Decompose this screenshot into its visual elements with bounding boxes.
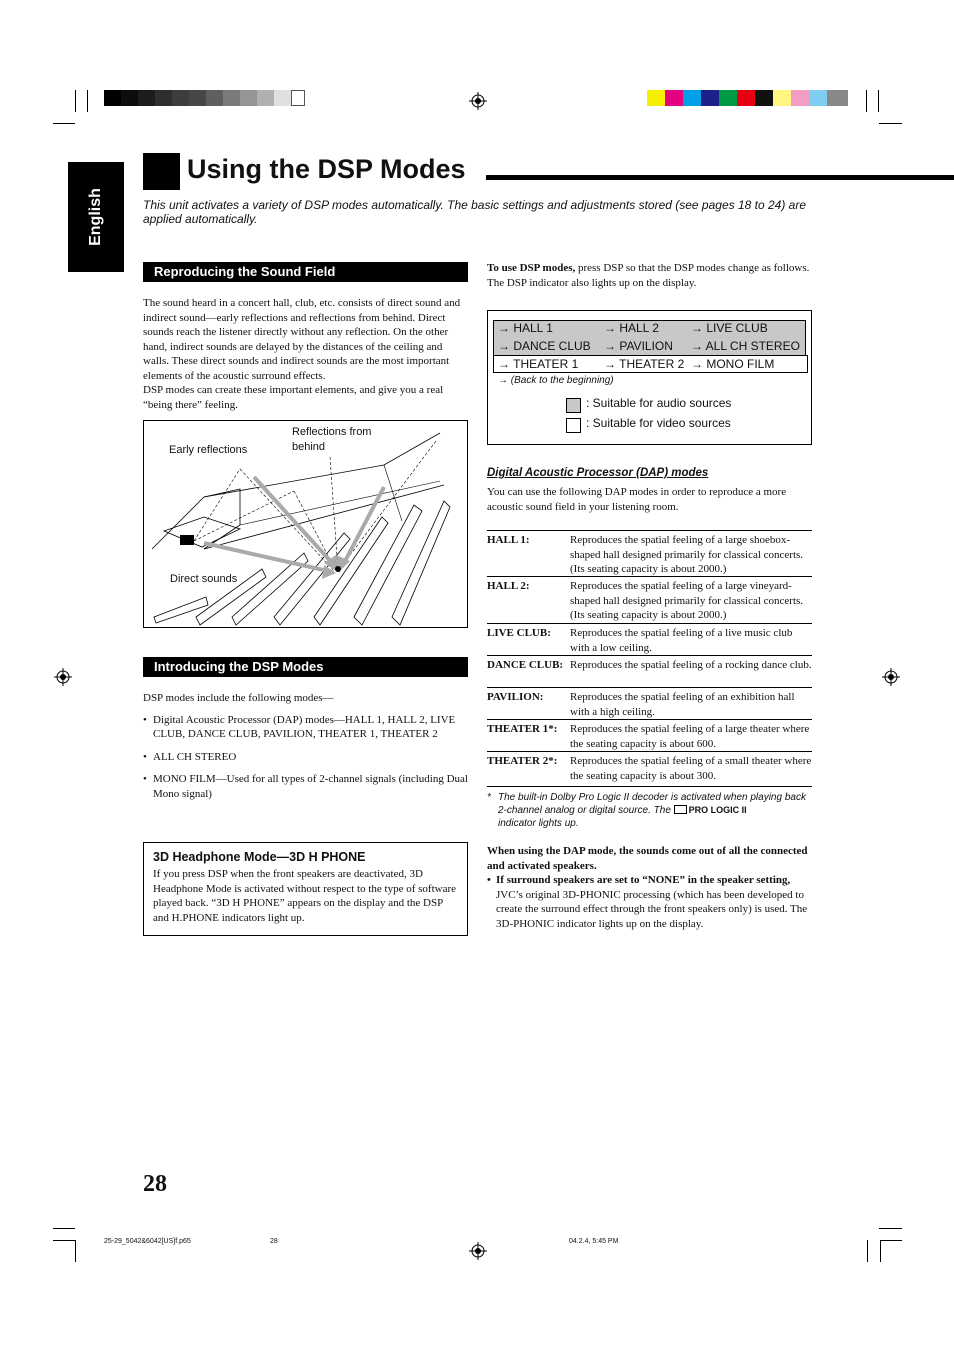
mode-all-ch-stereo: → ALL CH STEREO xyxy=(691,339,800,353)
mode-row-2 xyxy=(493,337,807,355)
3d-headphone-box xyxy=(143,842,468,936)
back-arrow-icon: → xyxy=(498,375,508,386)
sound-field-text xyxy=(143,296,468,412)
dap-mode-desc: Reproduces the spatial feeling of a small theater where the seating capacity is about 300. xyxy=(570,755,812,782)
section-heading-dsp-modes: Introducing the DSP Modes xyxy=(143,657,468,677)
list-item: • Digital Acoustic Processor (DAP) modes—HALL 1, HALL 2, LIVE CLUB, DANCE CLUB, PAVILION, THEATER 1, THEATER 2 xyxy=(143,713,468,742)
back-note xyxy=(498,375,614,386)
swatch xyxy=(121,90,138,106)
swatch xyxy=(791,90,809,106)
dap-mode-desc: Reproduces the spatial feeling of a large theater where the seating capacity is about 600. xyxy=(570,723,810,750)
page-number: 28 xyxy=(143,1171,167,1197)
swatch xyxy=(138,90,155,106)
video-legend-swatch xyxy=(566,418,581,433)
footer-page: 28 xyxy=(270,1238,278,1245)
swatch xyxy=(189,90,206,106)
footnote-end: indicator lights up. xyxy=(498,818,579,829)
audio-legend-text: : Suitable for audio sources xyxy=(586,396,732,410)
dap-mode-desc: Reproduces the spatial feeling of a large vineyard-shaped hall designed primarily for classical concerts. (Its seating capacity is about 2000.) xyxy=(570,580,804,621)
swatch xyxy=(701,90,719,106)
swatch xyxy=(665,90,683,106)
speaker-notes xyxy=(487,844,812,931)
dsp-modes-list-block xyxy=(143,691,468,809)
table-row xyxy=(487,576,812,624)
dap-mode-name: PAVILION: xyxy=(487,691,544,703)
language-tab xyxy=(68,162,124,272)
dap-mode-name: THEATER 1*: xyxy=(487,723,558,735)
table-row xyxy=(487,530,812,577)
label-direct-sounds: Direct sounds xyxy=(170,573,238,585)
swatch xyxy=(274,90,291,106)
swatch xyxy=(647,90,665,106)
table-row xyxy=(487,687,812,720)
mode-theater2: → THEATER 2 xyxy=(604,357,685,371)
3d-headphone-text: If you press DSP when the front speakers are deactivated, 3D Headphone Mode is activated without respect to the type of software played back. “3D H PHONE” appears on the display and the DSP and H.PHONE indicators light up. xyxy=(153,868,457,924)
swatch xyxy=(719,90,737,106)
back-note-text: (Back to the beginning) xyxy=(510,375,614,386)
swatch xyxy=(240,90,257,106)
page-title: Using the DSP Modes xyxy=(187,154,466,184)
dsp-modes-lead: DSP modes include the following modes— xyxy=(143,692,334,704)
dap-mode-name: THEATER 2*: xyxy=(487,755,558,767)
sound-field-para2: DSP modes can create these important elements, and give you a real “being there” feeling. xyxy=(143,384,444,411)
swatch xyxy=(809,90,827,106)
swatch xyxy=(104,90,121,106)
registration-mark-icon xyxy=(469,1242,487,1260)
dap-mode-desc: Reproduces the spatial feeling of a live music club with a low ceiling. xyxy=(570,627,793,654)
list-item: • MONO FILM—Used for all types of 2-channel signals (including Dual Mono signal) xyxy=(143,772,468,801)
dap-mode-desc: Reproduces the spatial feeling of a large shoebox-shaped hall designed primarily for classical concerts. (Its seating capacity is about 2000.) xyxy=(570,534,804,575)
section-heading-sound-field: Reproducing the Sound Field xyxy=(143,262,468,282)
swatch xyxy=(223,90,240,106)
surround-note xyxy=(487,873,812,931)
surround-note-text: JVC’s original 3D-PHONIC processing (which has been developed to create the surround effect through the front speakers only) is used. The 3D-PHONIC indicator lights up on the display. xyxy=(496,888,808,930)
registration-mark-icon xyxy=(882,668,900,686)
dolby-pro-logic-logo xyxy=(674,805,747,815)
swatch xyxy=(291,90,305,106)
use-dsp-text xyxy=(487,261,812,290)
swatch xyxy=(257,90,274,106)
mode-dance-club: → DANCE CLUB xyxy=(498,339,591,353)
language-tab-label: English xyxy=(87,188,104,246)
dap-mode-name: HALL 1: xyxy=(487,534,530,546)
mode-live-club: → LIVE CLUB xyxy=(691,321,768,335)
dap-mode-name: DANCE CLUB: xyxy=(487,659,564,671)
video-legend-text: : Suitable for video sources xyxy=(586,416,731,430)
dap-mode-name: HALL 2: xyxy=(487,580,530,592)
swatch xyxy=(773,90,791,106)
logo-text: PRO LOGIC II xyxy=(688,805,747,815)
mode-row-3 xyxy=(493,355,807,373)
footnote-star: * xyxy=(487,792,491,803)
dolby-icon xyxy=(674,805,687,814)
mode-row-1 xyxy=(493,319,807,337)
title-block xyxy=(143,153,180,190)
label-reflections-from: Reflections from xyxy=(292,426,372,438)
table-row xyxy=(487,655,812,688)
dsp-modes-list xyxy=(143,713,468,802)
mode-theater1: → THEATER 1 xyxy=(498,357,579,371)
label-behind: behind xyxy=(292,441,326,453)
intro-text: This unit activates a variety of DSP modes automatically. The basic settings and adjustments stored (see pages 18 to 24) are applied automatically. xyxy=(143,198,806,226)
title-rule xyxy=(486,175,954,180)
mode-hall2: → HALL 2 xyxy=(604,321,659,335)
footnote-text: The built-in Dolby Pro Logic II decoder is activated when playing back 2-channel analog or digital source. The xyxy=(498,792,806,816)
3d-headphone-heading: 3D Headphone Mode—3D H PHONE xyxy=(153,850,366,864)
use-dsp-rest: press DSP so that the DSP modes change as follows. xyxy=(575,262,810,274)
label-early-reflections: Early reflections xyxy=(169,444,248,456)
footer-date: 04.2.4, 5:45 PM xyxy=(569,1238,619,1245)
sound-field-figure xyxy=(143,420,468,628)
swatch xyxy=(206,90,223,106)
pro-logic-footnote xyxy=(487,791,807,830)
dsp-indicator-text: The DSP indicator also lights up on the display. xyxy=(487,276,697,289)
sound-field-para1: The sound heard in a concert hall, club, etc. consists of direct sound and indirect sound—early reflections and reflections from behind. Direct sounds reach the listener directly without any reflection. On the other hand, indirect sounds are delayed by the distances of the ceiling and walls. These direct sounds and indirect sounds are the most important elements of the acoustic surround effects. xyxy=(143,297,461,382)
dap-mode-desc: Reproduces the spatial feeling of a rocking dance club. xyxy=(570,659,812,671)
surround-note-bold: If surround speakers are set to “NONE” in the speaker setting, xyxy=(496,874,791,886)
mode-pavilion: → PAVILION xyxy=(604,339,673,353)
dap-speakers-note: When using the DAP mode, the sounds come out of all the connected and activated speakers. xyxy=(487,845,808,872)
list-item: • ALL CH STEREO xyxy=(143,750,468,765)
swatch xyxy=(827,90,848,106)
swatch xyxy=(155,90,172,106)
mode-mono-film: → MONO FILM xyxy=(691,357,775,371)
dap-heading: Digital Acoustic Processor (DAP) modes xyxy=(487,467,709,479)
swatch xyxy=(172,90,189,106)
footer-file: 25-29_5042&6042[US]f.p65 xyxy=(104,1238,191,1245)
table-row xyxy=(487,623,812,656)
dap-intro: You can use the following DAP modes in order to reproduce a more acoustic sound field in your listening room. xyxy=(487,486,787,513)
swatch xyxy=(755,90,773,106)
dap-mode-desc: Reproduces the spatial feeling of an exhibition hall with a high ceiling. xyxy=(570,691,795,718)
dap-mode-name: LIVE CLUB: xyxy=(487,627,551,639)
table-row xyxy=(487,751,812,787)
bullet: • xyxy=(487,874,491,886)
table-row xyxy=(487,719,812,752)
dap-mode-table xyxy=(487,530,812,786)
registration-mark-icon xyxy=(54,668,72,686)
swatch xyxy=(683,90,701,106)
dsp-mode-cycle-box xyxy=(487,310,812,445)
registration-mark-icon xyxy=(469,92,487,110)
audio-legend-swatch xyxy=(566,398,581,413)
swatch xyxy=(737,90,755,106)
mode-hall1: → HALL 1 xyxy=(498,321,553,335)
use-dsp-bold: To use DSP modes, xyxy=(487,262,576,274)
